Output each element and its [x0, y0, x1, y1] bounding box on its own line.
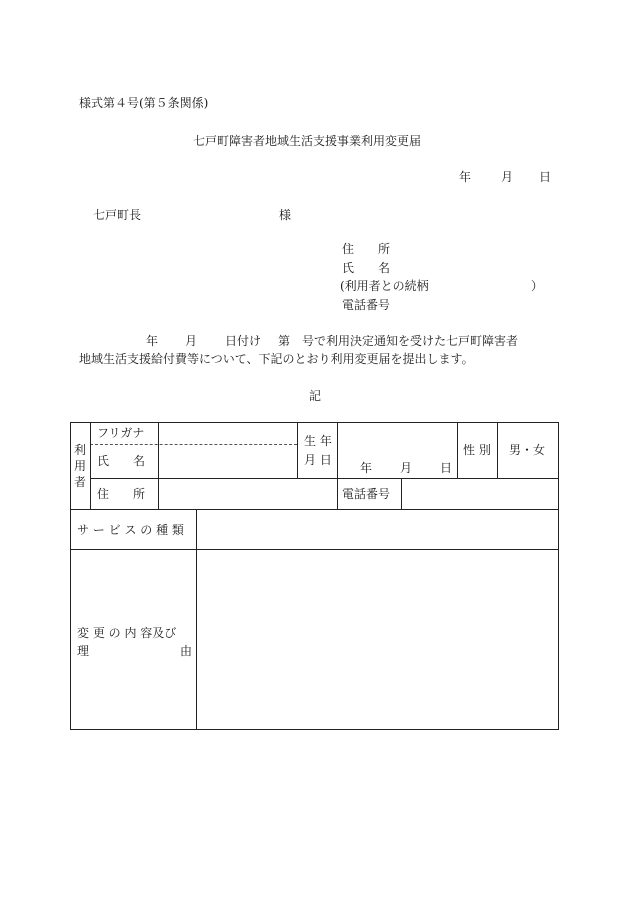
body-dated: 日付け	[225, 334, 262, 348]
change-reason-value[interactable]	[197, 550, 558, 729]
application-form-table	[70, 422, 559, 730]
service-type-value[interactable]	[197, 510, 558, 549]
table-border-right	[558, 422, 559, 730]
body-line1-text: 号で利用決定通知を受けた七戸町障害者	[302, 334, 519, 348]
body-no: 第	[278, 334, 291, 348]
user-phone-value[interactable]	[402, 479, 558, 509]
change-reason-label-2-left: 理	[77, 644, 90, 658]
table-col-line	[90, 422, 91, 510]
table-col-line	[457, 422, 458, 479]
table-col-line	[497, 422, 498, 479]
table-col-line	[297, 422, 298, 479]
table-border-left	[70, 422, 71, 730]
user-label: 利用者	[73, 443, 86, 489]
body-year: 年	[146, 334, 159, 348]
table-col-line	[337, 478, 338, 510]
furigana-label: フリガナ	[97, 426, 145, 440]
sex-options[interactable]: 男・女	[509, 443, 546, 457]
birthdate-label-2: 月 日	[304, 453, 332, 467]
change-reason-label-2-right: 由	[180, 644, 193, 658]
birth-year: 年	[360, 461, 373, 475]
user-name-value[interactable]	[159, 423, 297, 478]
date-day: 日	[539, 170, 552, 184]
ki-mark: 記	[309, 389, 322, 403]
user-address-label: 住 所	[97, 487, 146, 501]
birth-day: 日	[440, 461, 453, 475]
user-address-value[interactable]	[159, 479, 337, 509]
applicant-relation-label: (利用者との続柄	[340, 279, 429, 293]
service-type-label: サ ー ビ ス の 種 類	[77, 523, 184, 537]
user-phone-label: 電話番号	[342, 487, 391, 501]
body-line2: 地域生活支援給付費等について、下記のとおり利用変更届を提出します。	[79, 352, 474, 366]
date-month: 月	[501, 170, 514, 184]
applicant-phone-label: 電話番号	[342, 298, 391, 312]
table-border-top	[70, 422, 559, 423]
sex-label: 性 別	[463, 443, 491, 457]
table-col-line	[337, 422, 338, 479]
applicant-name-label: 氏 名	[342, 261, 391, 275]
addressee-name: 七戸町長	[93, 208, 142, 222]
body-month: 月	[185, 334, 198, 348]
table-border-bottom	[70, 729, 559, 730]
applicant-relation-close: ）	[531, 279, 544, 293]
form-number: 様式第４号(第５条関係)	[79, 96, 209, 110]
user-name-label: 氏 名	[97, 454, 146, 468]
addressee-honorific: 様	[279, 208, 292, 222]
date-year: 年	[459, 170, 472, 184]
birth-month: 月	[400, 461, 413, 475]
applicant-address-label: 住 所	[342, 242, 391, 256]
document-title: 七戸町障害者地域生活支援事業利用変更届	[193, 134, 422, 148]
birthdate-label-1: 生 年	[304, 434, 332, 448]
change-reason-label-1: 変 更 の 内 容及び	[77, 626, 177, 640]
